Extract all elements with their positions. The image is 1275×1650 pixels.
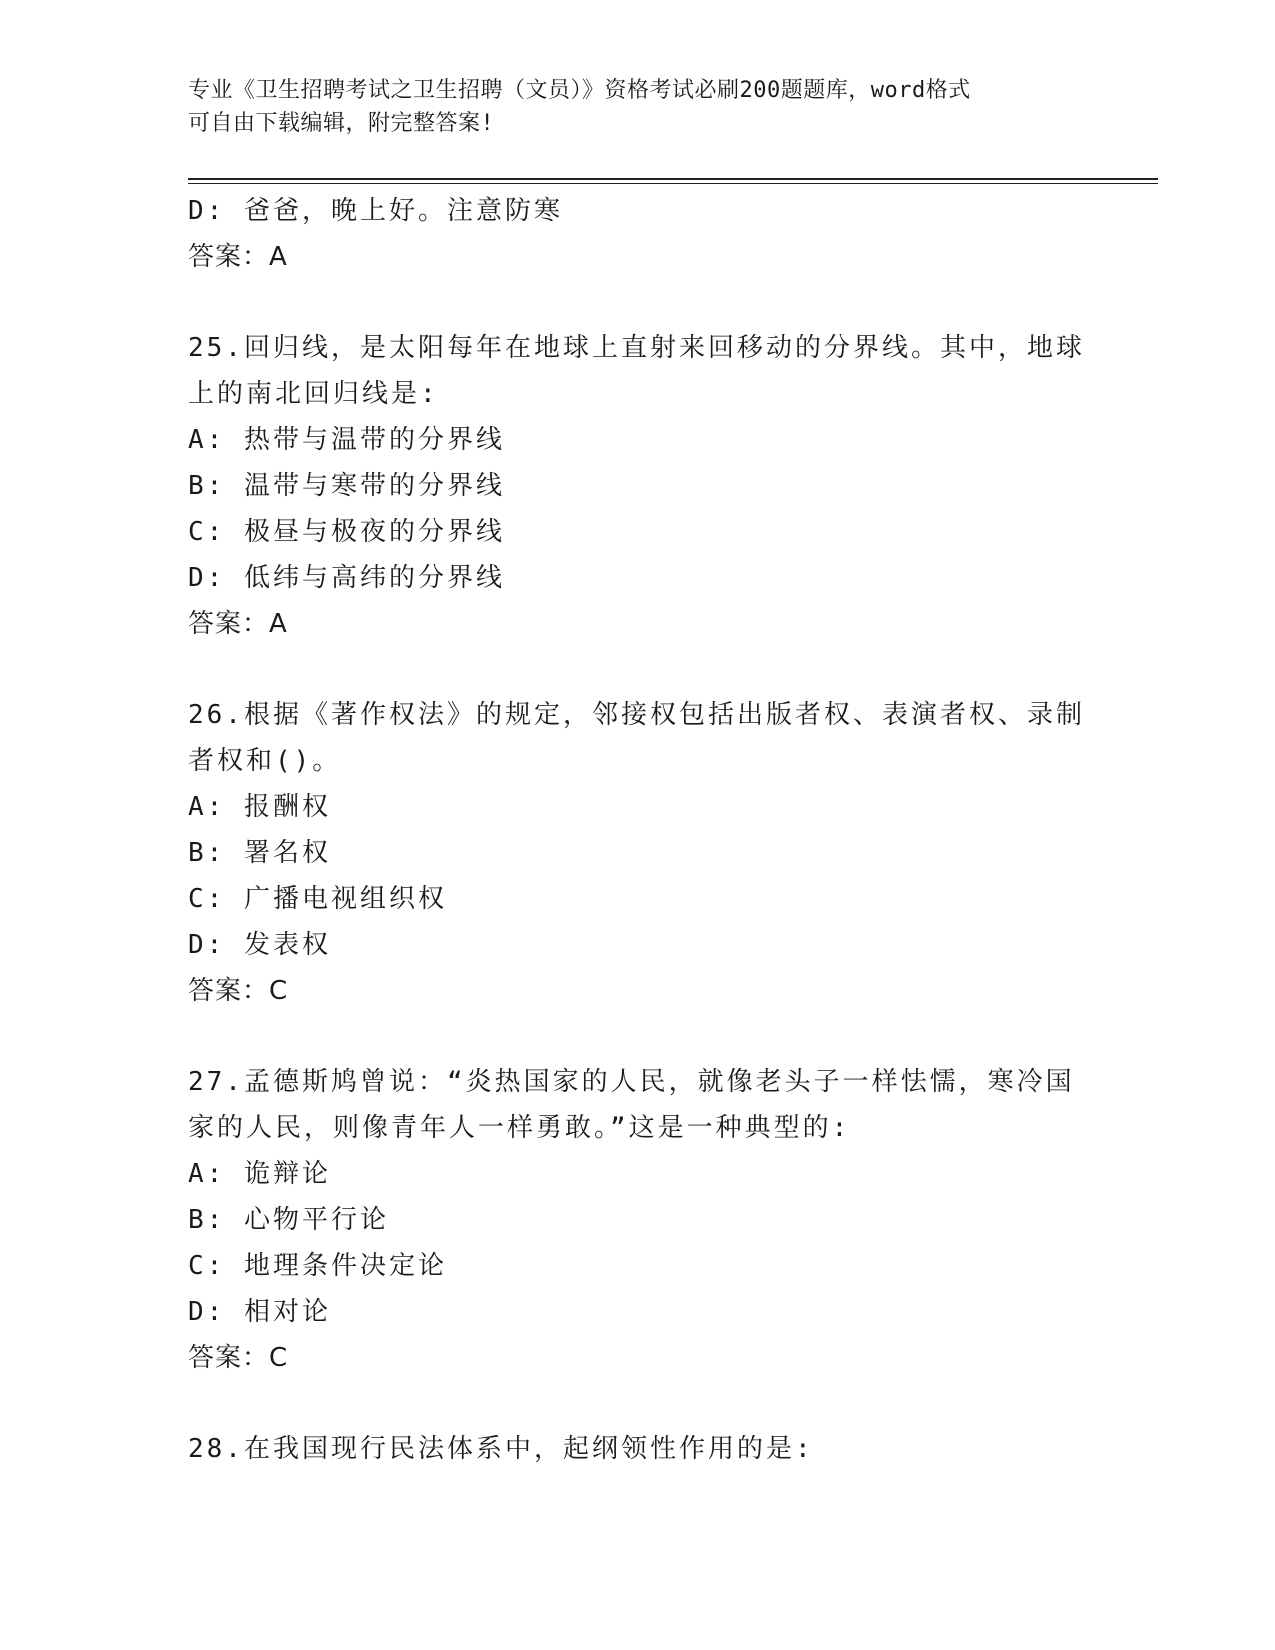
prev-answer: 答案：A [188,242,288,272]
q25-option-d: D: 低纬与高纬的分界线 [188,563,505,593]
q27-stem-line-1: 27.孟德斯鸠曾说：“炎热国家的人民，就像老头子一样怯懦，寒冷国 [188,1067,1075,1097]
q25-stem-line-2: 上的南北回归线是: [188,379,439,409]
q26-option-b: B: 署名权 [188,838,331,868]
q27-stem-line-2: 家的人民，则像青年人一样勇敢。”这是一种典型的: [188,1113,851,1143]
q25-option-b: B: 温带与寒带的分界线 [188,471,505,501]
q26-answer: 答案：C [188,976,289,1006]
header-line-1: 专业《卫生招聘考试之卫生招聘（文员）》资格考试必刷200题题库，word格式 [188,78,971,103]
q26-stem-line-1: 26.根据《著作权法》的规定，邻接权包括出版者权、表演者权、录制 [188,700,1085,730]
header-line-2: 可自由下载编辑，附完整答案! [188,111,495,136]
q25-stem-line-1: 25.回归线，是太阳每年在地球上直射来回移动的分界线。其中，地球 [188,333,1085,363]
question-content [188,188,1088,1472]
q26-option-a: A: 报酬权 [188,792,331,822]
question-27 [188,1059,1088,1381]
header-rule-thick [188,178,1158,180]
q27-option-a: A: 诡辩论 [188,1159,331,1189]
q28-stem-line-1: 28.在我国现行民法体系中，起纲领性作用的是: [188,1434,814,1464]
prev-option-d: D: 爸爸，晚上好。注意防寒 [188,196,563,226]
q27-option-b: B: 心物平行论 [188,1205,389,1235]
header-rule-thin [188,183,1158,184]
question-26 [188,692,1088,1014]
q27-option-d: D: 相对论 [188,1297,331,1327]
document-header [188,74,1088,140]
question-25 [188,325,1088,647]
q25-answer: 答案：A [188,609,288,639]
q26-stem-line-2: 者权和()。 [188,746,342,776]
q26-option-d: D: 发表权 [188,930,331,960]
q26-option-c: C: 广播电视组织权 [188,884,447,914]
question-28 [188,1426,1088,1472]
q25-option-c: C: 极昼与极夜的分界线 [188,517,505,547]
q25-option-a: A: 热带与温带的分界线 [188,425,505,455]
q27-answer: 答案：C [188,1343,289,1373]
q27-option-c: C: 地理条件决定论 [188,1251,447,1281]
